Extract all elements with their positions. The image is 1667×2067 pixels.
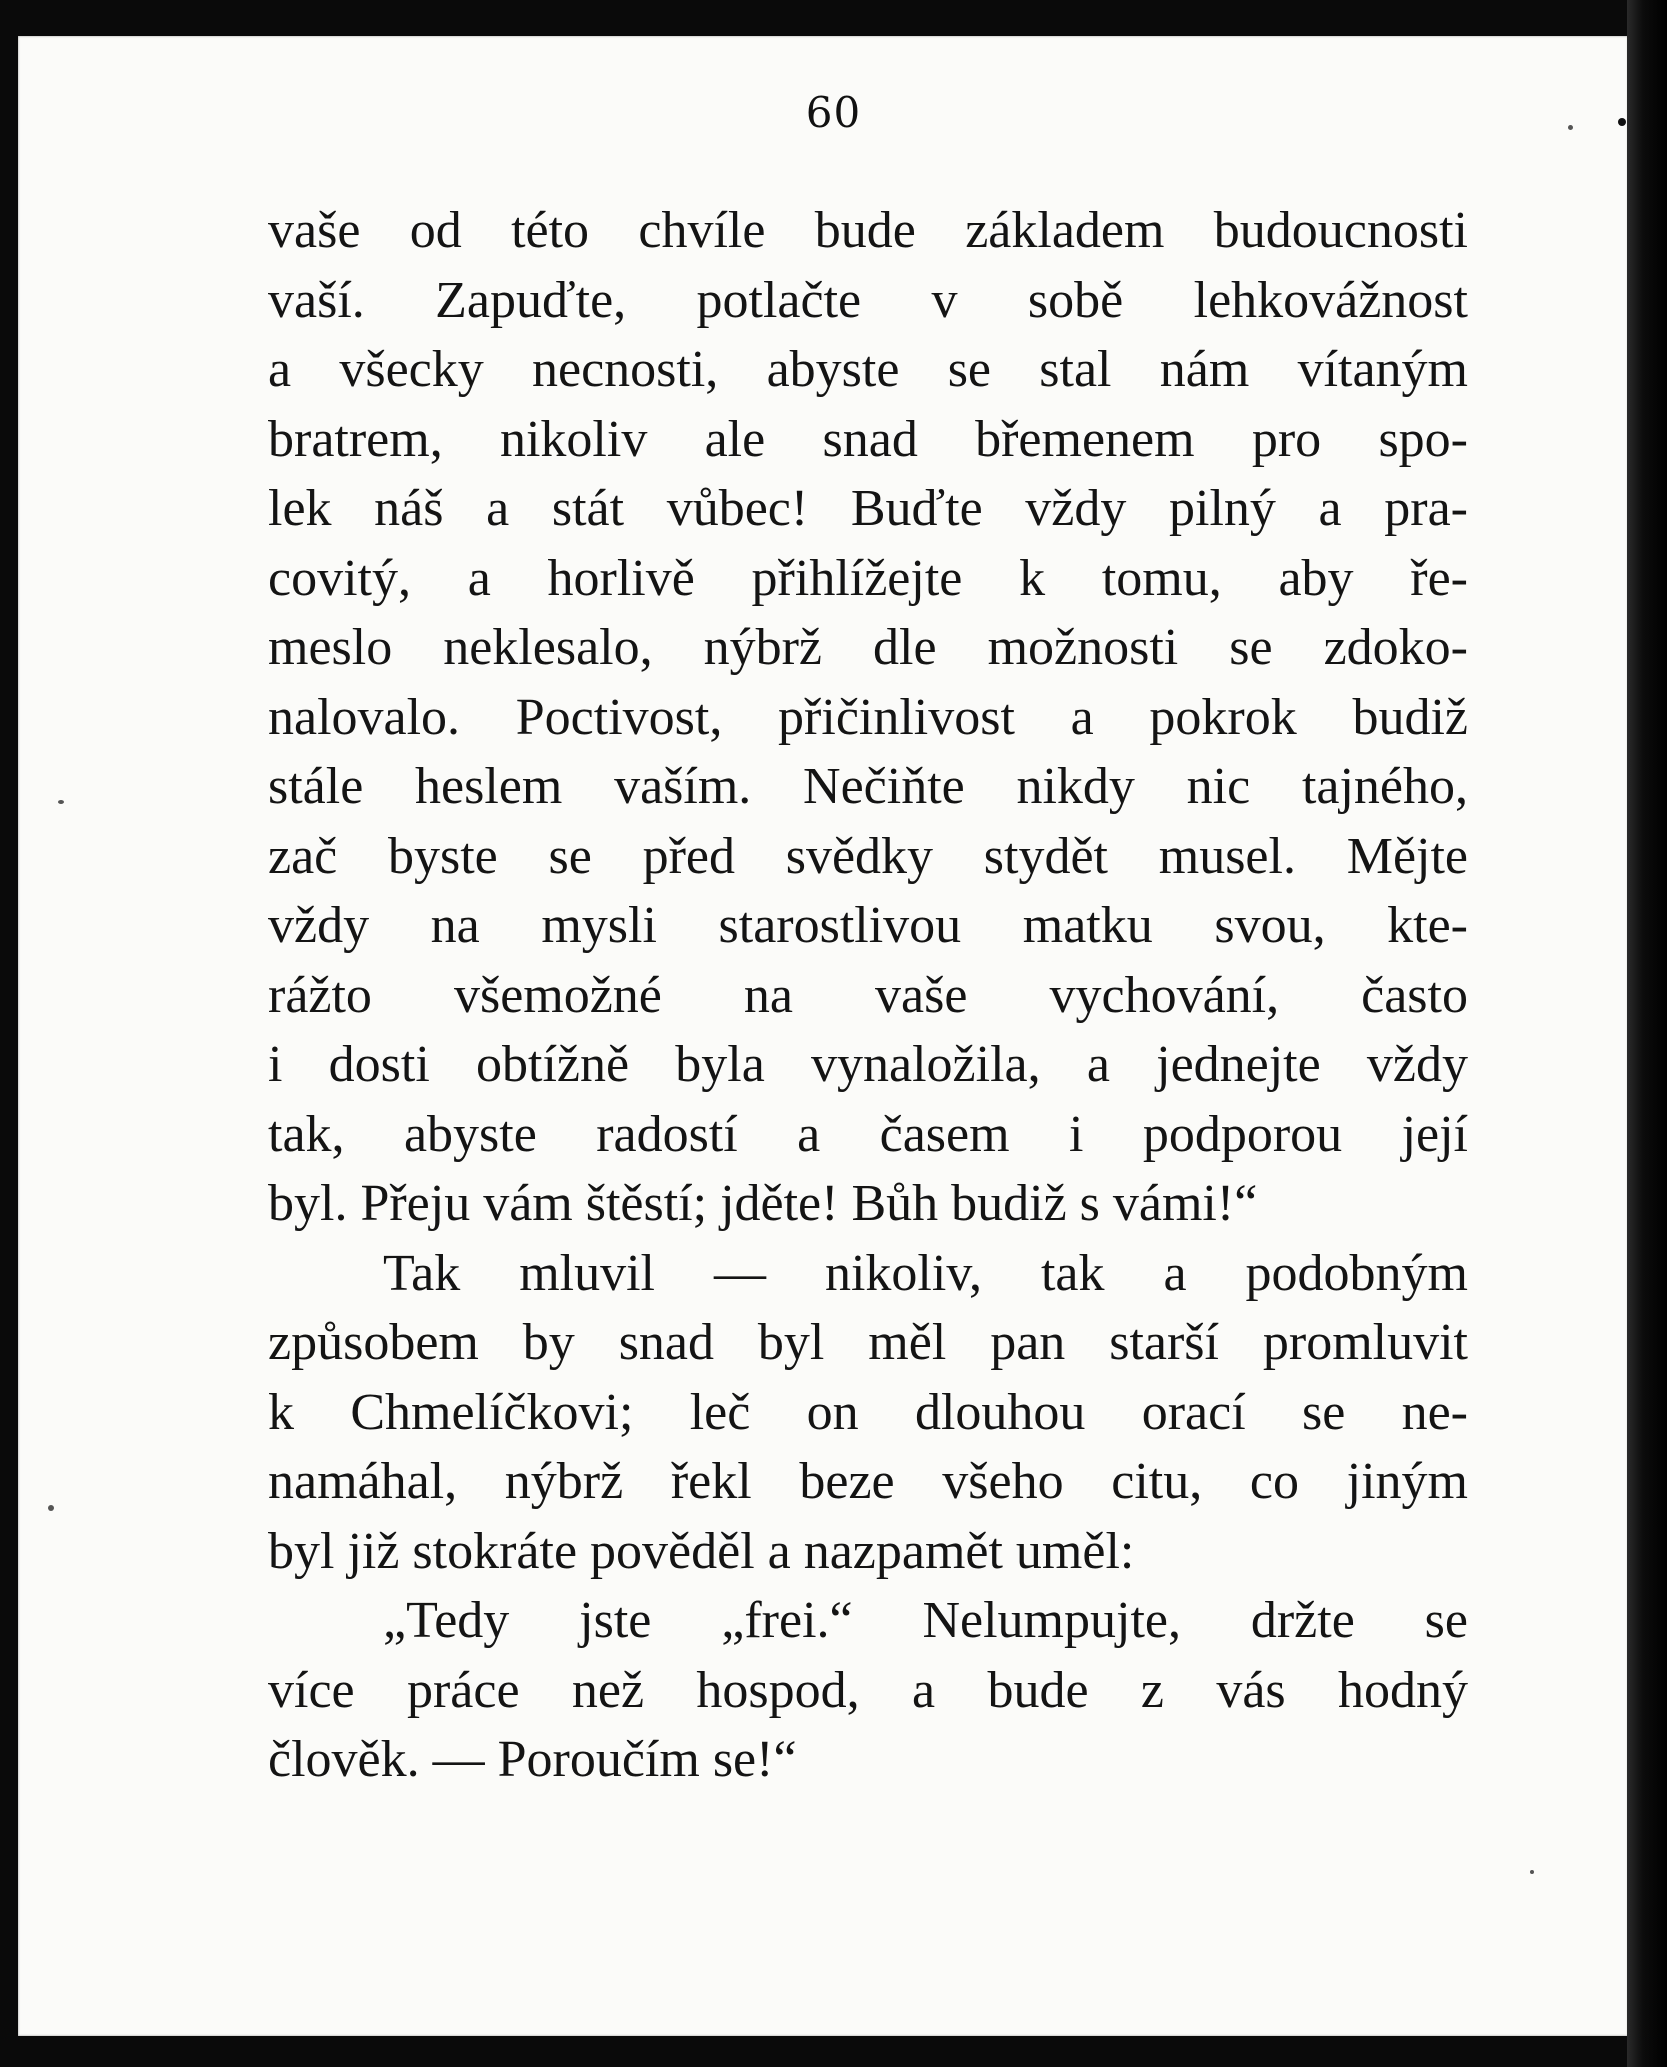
text-line: vaší. Zapuďte, potlačte v sobě lehkovážnost	[268, 271, 1468, 329]
text-line: meslo neklesalo, nýbrž dle možnosti se zdoko-	[268, 619, 1468, 676]
text-line: tak, abyste radostí a časem i podporou její	[268, 1105, 1468, 1163]
text-line: „Tedy jste „frei.“ Nelumpujte, držte se	[383, 1592, 1468, 1649]
text-line: covitý, a horlivě přihlížejte k tomu, aby ře-	[268, 549, 1468, 607]
page-edge-shadow	[1627, 0, 1667, 2067]
page-number: 60	[805, 88, 862, 137]
text-line: vždy na mysli starostlivou matku svou, kte-	[268, 897, 1468, 954]
text-line: rážto všemožné na vaše vychování, často	[268, 966, 1468, 1024]
text-line: stále heslem vaším. Nečiňte nikdy nic tajného,	[268, 758, 1468, 815]
scan-speck	[1530, 1870, 1534, 1874]
text-line: a všecky necnosti, abyste se stal nám vítaným	[268, 341, 1468, 398]
text-line: Tak mluvil — nikoliv, tak a podobným	[383, 1244, 1468, 1302]
text-line: byl již stokráte pověděl a nazpamět uměl:	[268, 1522, 1135, 1580]
text-line: k Chmelíčkovi; leč on dlouhou orací se ne-	[268, 1383, 1468, 1441]
text-line: více práce než hospod, a bude z vás hodný	[268, 1661, 1468, 1719]
body-text	[268, 196, 1468, 1795]
text-line: lek náš a stát vůbec! Buďte vždy pilný a pra-	[268, 480, 1468, 537]
text-line: byl. Přeju vám štěstí; jděte! Bůh budiž s vámi!“	[268, 1175, 1258, 1232]
text-line: i dosti obtížně byla vynaložila, a jednejte vždy	[268, 1036, 1468, 1093]
text-line: člověk. — Poroučím se!“	[268, 1731, 797, 1788]
text-line: vaše od této chvíle bude základem budoucnosti	[268, 202, 1468, 259]
scan-speck	[1568, 125, 1573, 130]
scan-speck	[1618, 118, 1626, 126]
text-line: bratrem, nikoliv ale snad břemenem pro spo-	[268, 410, 1468, 468]
text-line: nalovalo. Poctivost, přičinlivost a pokrok budiž	[268, 688, 1468, 746]
scan-speck	[58, 800, 64, 804]
scan-speck	[48, 1505, 54, 1511]
text-line: způsobem by snad byl měl pan starší promluvit	[268, 1314, 1468, 1371]
text-line: zač byste se před svědky stydět musel. Mějte	[268, 827, 1468, 885]
text-line: namáhal, nýbrž řekl beze všeho citu, co jiným	[268, 1453, 1468, 1510]
